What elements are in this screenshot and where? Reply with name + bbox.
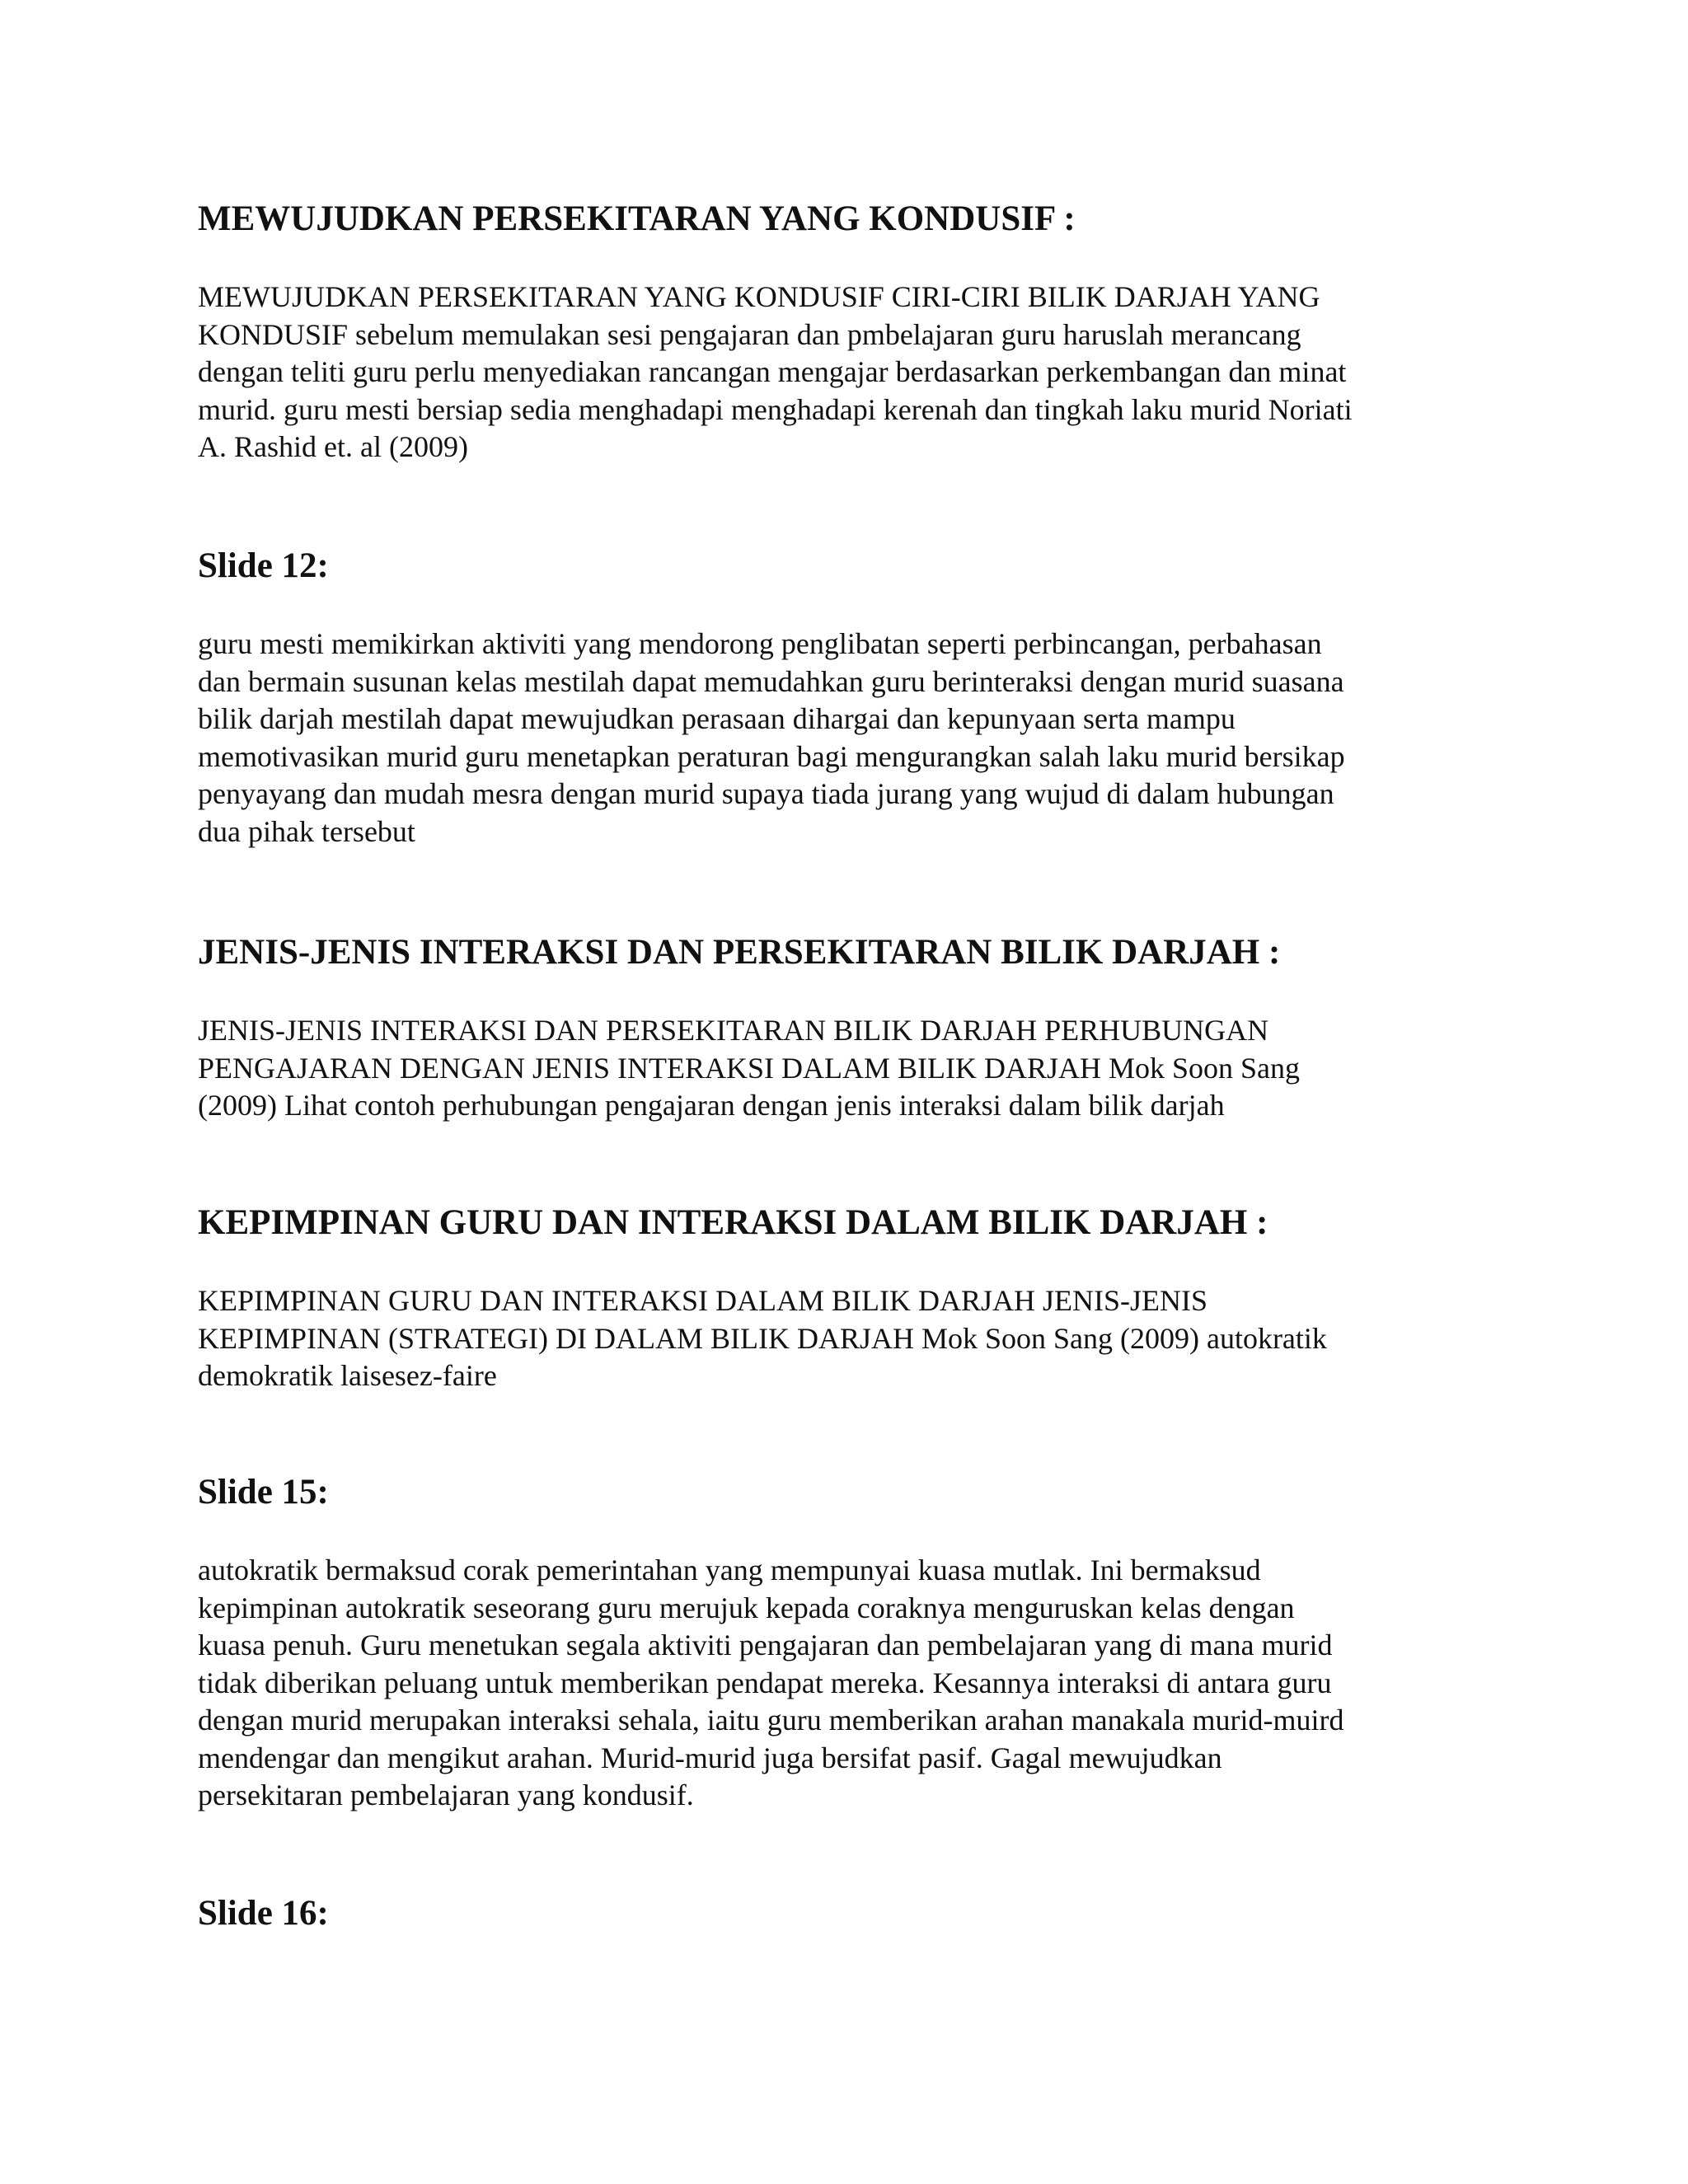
body-line: dengan teliti guru perlu menyediakan rancangan mengajar berdasarkan perkembangan dan minat: [198, 355, 1347, 388]
body-line: KONDUSIF sebelum memulakan sesi pengajaran dan pmbelajaran guru haruslah merancang: [198, 317, 1301, 351]
section-heading-6: Slide 16:: [198, 1894, 329, 1933]
section-heading-3: JENIS-JENIS INTERAKSI DAN PERSEKITARAN BILIK DARJAH :: [198, 933, 1281, 972]
body-line: kuasa penuh. Guru menetukan segala aktiviti pengajaran dan pembelajaran yang di mana murid: [198, 1629, 1333, 1661]
section-body-2: [198, 626, 1500, 851]
section-body-4: [198, 1282, 1500, 1395]
body-line: persekitaran pembelajaran yang kondusif.: [198, 1779, 694, 1811]
body-line: mendengar dan mengikut arahan. Murid-murid juga bersifat pasif. Gagal mewujudkan: [198, 1741, 1222, 1774]
body-line: dengan murid merupakan interaksi sehala, iaitu guru memberikan arahan manakala murid-muird: [198, 1704, 1344, 1736]
section-body-3: [198, 1012, 1500, 1125]
body-line: murid. guru mesti bersiap sedia menghadapi menghadapi kerenah dan tingkah laku murid Noriati: [198, 392, 1353, 426]
section-body-1: [198, 279, 1500, 466]
body-line: kepimpinan autokratik seseorang guru merujuk kepada coraknya menguruskan kelas dengan: [198, 1591, 1295, 1624]
body-line: demokratik laisesez-faire: [198, 1359, 497, 1392]
section-heading-4: KEPIMPINAN GURU DAN INTERAKSI DALAM BILIK DARJAH :: [198, 1203, 1268, 1242]
body-line: guru mesti memikirkan aktiviti yang mendorong penglibatan seperti perbincangan, perbahasan: [198, 627, 1322, 660]
body-line: A. Rashid et. al (2009): [198, 430, 468, 463]
body-line: (2009) Lihat contoh perhubungan pengajaran dengan jenis interaksi dalam bilik darjah: [198, 1089, 1225, 1122]
body-line: tidak diberikan peluang untuk memberikan pendapat mereka. Kesannya interaksi di antara guru: [198, 1666, 1332, 1699]
section-heading-2: Slide 12:: [198, 546, 329, 585]
section-heading-1: MEWUJUDKAN PERSEKITARAN YANG KONDUSIF :: [198, 199, 1076, 238]
body-line: bilik darjah mestilah dapat mewujudkan perasaan dihargai dan kepunyaan serta mampu: [198, 702, 1236, 735]
body-line: JENIS-JENIS INTERAKSI DAN PERSEKITARAN BILIK DARJAH PERHUBUNGAN: [198, 1014, 1269, 1047]
body-line: KEPIMPINAN (STRATEGI) DI DALAM BILIK DARJAH Mok Soon Sang (2009) autokratik: [198, 1321, 1327, 1355]
body-line: autokratik bermaksud corak pemerintahan yang mempunyai kuasa mutlak. Ini bermaksud: [198, 1554, 1261, 1586]
body-line: KEPIMPINAN GURU DAN INTERAKSI DALAM BILIK DARJAH JENIS-JENIS: [198, 1284, 1207, 1317]
body-line: MEWUJUDKAN PERSEKITARAN YANG KONDUSIF CIRI-CIRI BILIK DARJAH YANG: [198, 280, 1320, 313]
body-line: dan bermain susunan kelas mestilah dapat memudahkan guru berinteraksi dengan murid suasana: [198, 664, 1344, 698]
body-line: dua pihak tersebut: [198, 814, 415, 848]
body-line: memotivasikan murid guru menetapkan peraturan bagi mengurangkan salah laku murid bersikap: [198, 739, 1345, 773]
body-line: penyayang dan mudah mesra dengan murid supaya tiada jurang yang wujud di dalam hubungan: [198, 777, 1334, 810]
section-heading-5: Slide 15:: [198, 1473, 329, 1511]
body-line: PENGAJARAN DENGAN JENIS INTERAKSI DALAM BILIK DARJAH Mok Soon Sang: [198, 1051, 1301, 1085]
section-body-5: [198, 1552, 1500, 1815]
